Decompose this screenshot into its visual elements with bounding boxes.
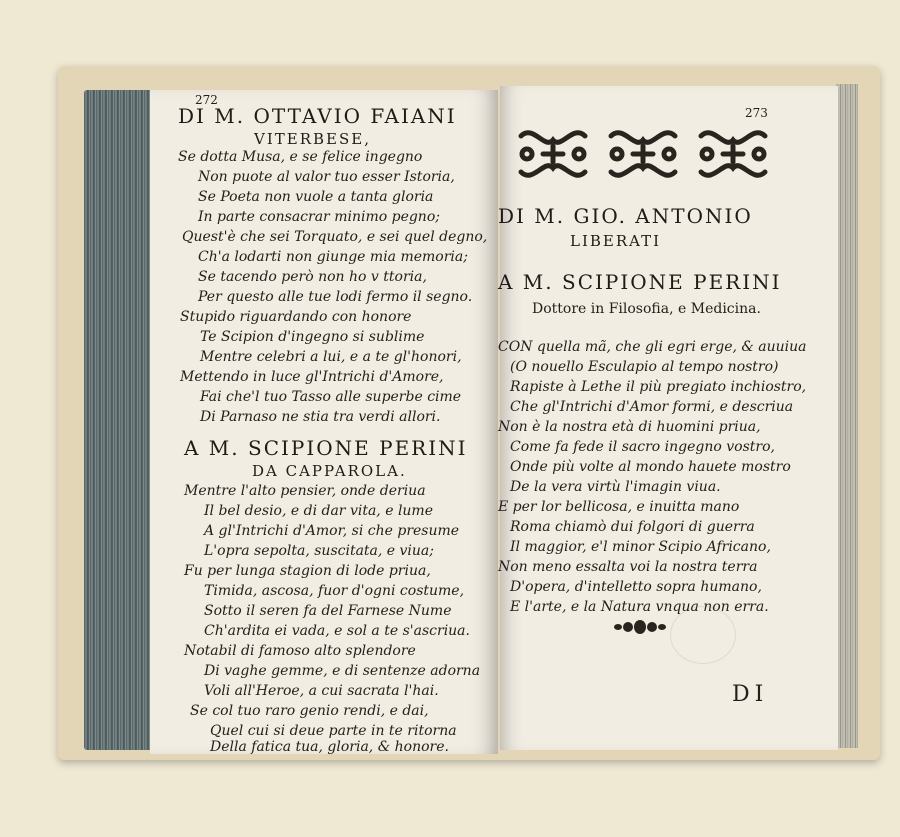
printers-ornament-band [508, 122, 778, 186]
library-stamp [670, 606, 736, 664]
verse-line: Voli all'Heroe, a cui sacrata l'hai. [204, 683, 439, 699]
verse-line: Rapiste à Lethe il più pregiato inchiostro, [510, 379, 807, 395]
verse-line: Per questo alle tue lodi fermo il segno. [198, 289, 473, 305]
verse-line: Te Scipion d'ingegno si sublime [200, 329, 425, 345]
verse-line: De la vera virtù l'imagin viua. [510, 479, 721, 495]
tailpiece-ornament-icon [612, 616, 668, 642]
verse-line: Mettendo in luce gl'Intrichi d'Amore, [180, 369, 444, 385]
verse-line: Onde più volte al mondo hauete mostro [510, 459, 791, 475]
verse-line: Sotto il seren fa del Farnese Nume [204, 603, 452, 619]
verse-line: Quel cui si deue parte in te ritorna [210, 723, 457, 739]
verse-line: Non meno essalta voi la nostra terra [498, 559, 758, 575]
dedication-heading-perini-right: A M. SCIPIONE PERINI [498, 270, 782, 294]
catchword: DI [732, 682, 769, 707]
verse-line: L'opra sepolta, suscitata, e viua; [204, 543, 434, 559]
right-page [500, 86, 838, 750]
verse-line: (O nouello Esculapio al tempo nostro) [510, 359, 779, 375]
page-edges-right [836, 84, 858, 748]
author-heading-faiani: DI M. OTTAVIO FAIANI [178, 104, 457, 128]
fleuron-ornament-icon [508, 122, 778, 186]
verse-line: Non puote al valor tuo esser Istoria, [198, 169, 455, 185]
verse-line: Il maggior, e'l minor Scipio Africano, [510, 539, 771, 555]
verse-line: Di Parnaso ne stia tra verdi allori. [200, 409, 441, 425]
verse-line: Non è la nostra età di huomini priua, [498, 419, 761, 435]
verse-line: Come fa fede il sacro ingegno vostro, [510, 439, 775, 455]
verse-line: Della fatica tua, gloria, & honore. [210, 739, 449, 755]
page-number-left: 272 [195, 93, 218, 107]
page-number-right: 273 [745, 106, 768, 120]
verse-line: CON quella mã, che gli egri erge, & auuiua [498, 339, 807, 355]
verse-line: Quest'è che sei Torquato, e sei quel degno, [182, 229, 488, 245]
verse-line: D'opera, d'intelletto sopra humano, [510, 579, 762, 595]
verse-line: Ch'a lodarti non giunge mia memoria; [198, 249, 468, 265]
author-heading-liberati: DI M. GIO. ANTONIO [498, 204, 753, 228]
verse-line: A gl'Intrichi d'Amor, si che presume [204, 523, 460, 539]
verse-line: Il bel desio, e di dar vita, e lume [204, 503, 433, 519]
dedication-title: Dottore in Filosofia, e Medicina. [532, 301, 761, 317]
verse-line: Fu per lunga stagion di lode priua, [184, 563, 431, 579]
author-origin: VITERBESE, [254, 130, 371, 148]
verse-line: Di vaghe gemme, e di sentenze adorna [204, 663, 481, 679]
verse-line: Mentre l'alto pensier, onde deriua [184, 483, 426, 499]
dedication-heading-perini: A M. SCIPIONE PERINI [184, 436, 468, 460]
verse-line: Mentre celebri a lui, e a te gl'honori, [200, 349, 462, 365]
page-edges-left [84, 90, 156, 750]
verse-line: Che gl'Intrichi d'Amor formi, e descriua [510, 399, 794, 415]
verse-line: Roma chiamò dui folgori di guerra [510, 519, 755, 535]
verse-line: Fai che'l tuo Tasso alle superbe cime [200, 389, 462, 405]
verse-line: E l'arte, e la Natura vnqua non erra. [510, 599, 769, 615]
author-name-liberati: LIBERATI [570, 232, 662, 250]
verse-line: Se Poeta non vuole a tanta gloria [198, 189, 434, 205]
verse-line: Se dotta Musa, e se felice ingegno [178, 149, 423, 165]
verse-line: Ch'ardita ei vada, e sol a te s'ascriua. [204, 623, 470, 639]
verse-line: Timida, ascosa, fuor d'ogni costume, [204, 583, 465, 599]
verse-line: Se col tuo raro genio rendi, e dai, [190, 703, 429, 719]
verse-line: E per lor bellicosa, e inuitta mano [498, 499, 740, 515]
verse-line: Se tacendo però non ho v ttoria, [198, 269, 427, 285]
verse-line: In parte consacrar minimo pegno; [198, 209, 440, 225]
verse-line: Stupido riguardando con honore [180, 309, 412, 325]
verse-line: Notabil di famoso alto splendore [184, 643, 416, 659]
left-page [150, 90, 498, 754]
dedication-origin: DA CAPPAROLA. [252, 462, 407, 480]
